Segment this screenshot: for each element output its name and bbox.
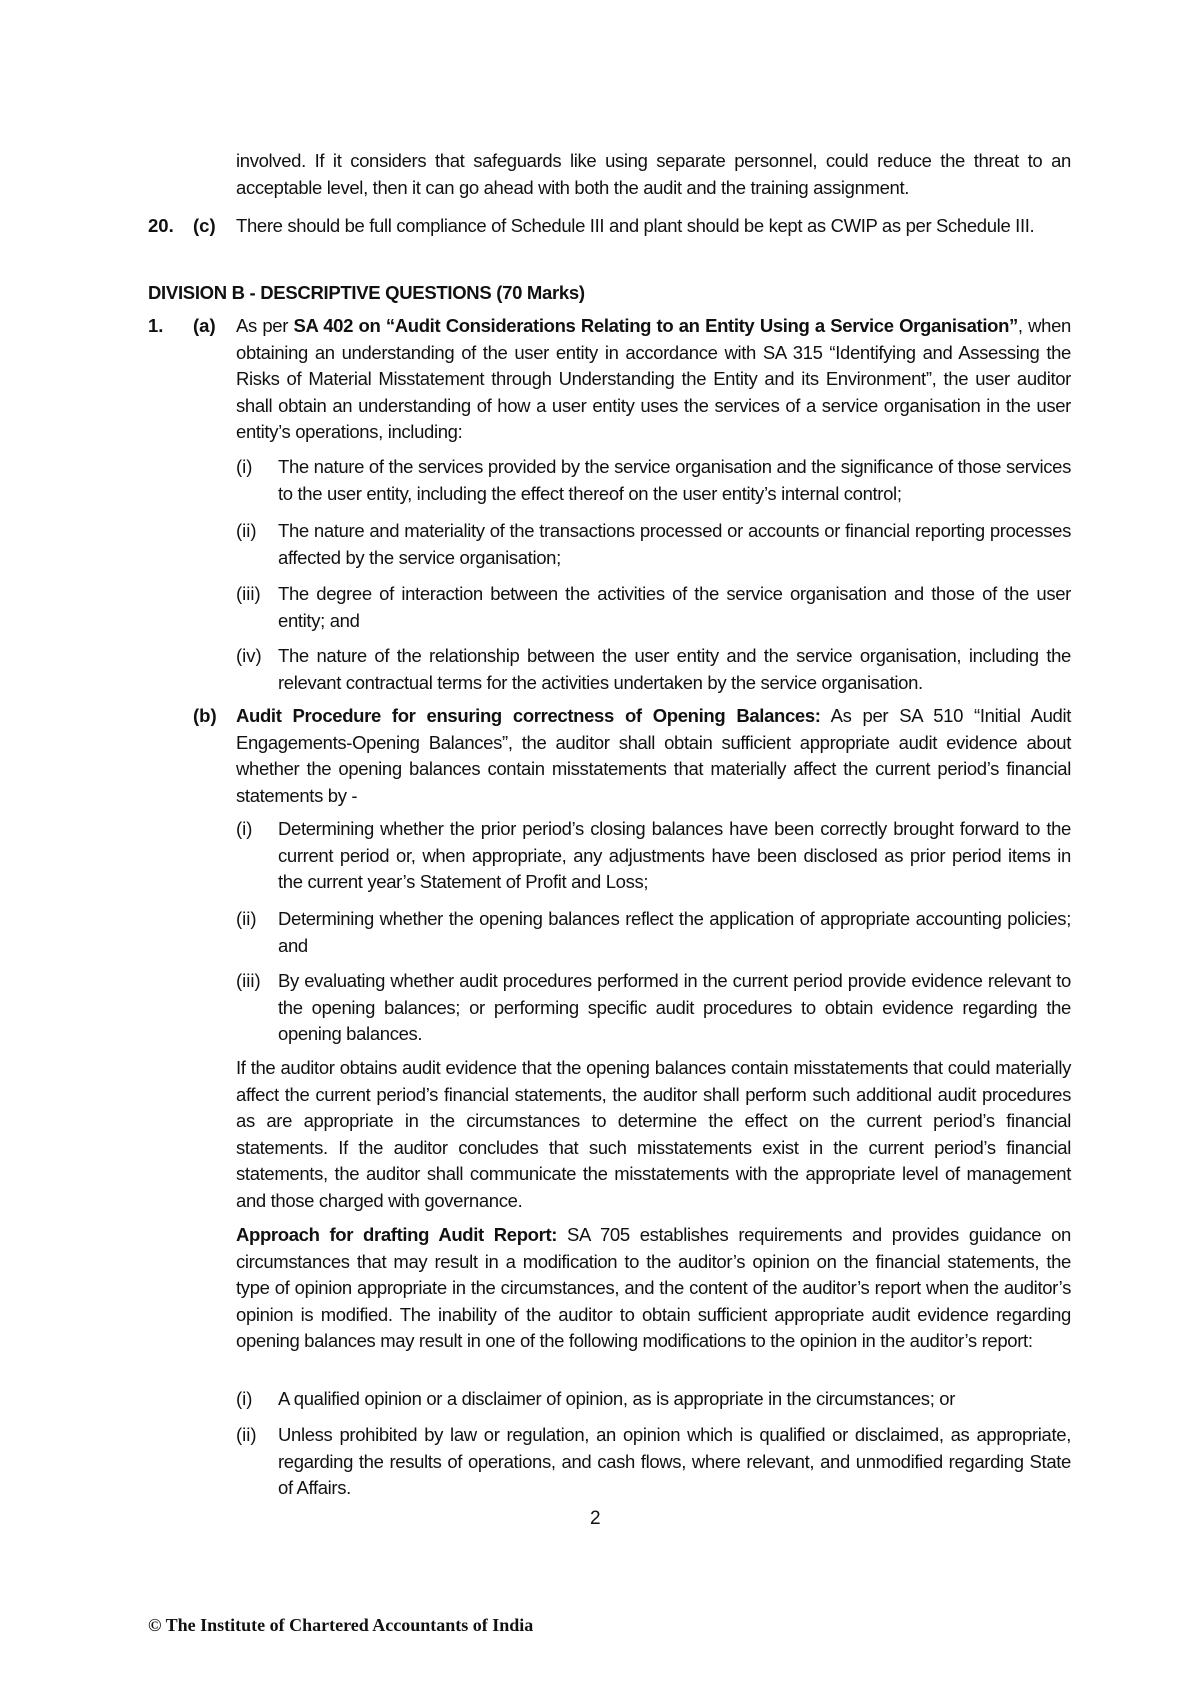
q1a-item-text: The nature of the relationship between the user entity and the service organisation, including the relevant contractual terms for the activities undertaken by the service organisation. bbox=[278, 645, 1071, 693]
q1b-item-label: (iii) bbox=[236, 970, 261, 991]
q1a-rest: , when obtaining an understanding of the user entity in accordance with SA 315 “Identifying and Assessing the Risks of Material Misstatement through Understanding the Entity and its Environment”, the user auditor shall obtain an understanding of how a user entity uses the services of a service organisation in the user entity’s operations, including: bbox=[236, 315, 1071, 442]
q1a-sa402-reference: SA 402 on “Audit Considerations Relating to an Entity Using a Service Organisation” bbox=[293, 315, 1018, 336]
q20-answer: There should be full compliance of Schedule III and plant should be kept as CWIP as per Schedule III. bbox=[236, 215, 1035, 236]
q1-number: 1. bbox=[148, 315, 164, 336]
q1a-item-text: The nature and materiality of the transactions processed or accounts or financial reporting processes affected by the service organisation; bbox=[278, 520, 1071, 568]
report-item-label: (i) bbox=[236, 1388, 253, 1409]
q1b-rest: As per SA 510 “Initial Audit Engagements-Opening Balances”, the auditor shall obtain sufficient appropriate audit evidence about whether the opening balances contain misstatements that materially affect the current period’s financial statements by - bbox=[236, 705, 1072, 806]
footer-copyright: © The Institute of Chartered Accountants of India bbox=[148, 1615, 534, 1635]
misstatement-paragraph: If the auditor obtains audit evidence that the opening balances contain misstatements that could materially affect the current period’s financial statements, the auditor shall perform such additional audit procedures as are appropriate in the circumstances to determine the effect on the current period’s financial statements. If the auditor concludes that such misstatements exist in the current period’s financial statements, the auditor shall communicate the misstatements with the appropriate level of management and those charged with governance. bbox=[236, 1057, 1071, 1211]
approach-text: SA 705 establishes requirements and provides guidance on circumstances that may result in a modification to the auditor’s opinion on the financial statements, the type of opinion appropriate in the circumstances, and the content of the auditor’s report when the auditor’s opinion is modified. The inability of the auditor to obtain sufficient appropriate audit evidence regarding opening balances may result in one of the following modifications to the opinion in the auditor’s report: bbox=[236, 1224, 1071, 1351]
q1a-item-text: The degree of interaction between the activities of the service organisation and those of the user entity; and bbox=[278, 583, 1071, 631]
report-item-text: Unless prohibited by law or regulation, an opinion which is qualified or disclaimed, as appropriate, regarding the results of operations, and cash flows, where relevant, and unmodified regarding State of Affairs. bbox=[278, 1424, 1071, 1498]
q1a-lead: As per bbox=[236, 315, 294, 336]
q1b-intro bbox=[236, 703, 1071, 809]
q1b-heading: Audit Procedure for ensuring correctness of Opening Balances: bbox=[236, 705, 821, 726]
q1a-item-label: (ii) bbox=[236, 520, 257, 541]
approach-paragraph bbox=[236, 1222, 1071, 1355]
q1a-intro bbox=[236, 313, 1071, 446]
q1a-item-label: (iii) bbox=[236, 583, 261, 604]
q1a-item-label: (iv) bbox=[236, 645, 262, 666]
q1b-item-label: (ii) bbox=[236, 908, 257, 929]
q1b-item-text: By evaluating whether audit procedures performed in the current period provide evidence relevant to the opening balances; or performing specific audit procedures to obtain evidence regarding the opening balances. bbox=[278, 970, 1071, 1044]
q1b-item-text: Determining whether the opening balances reflect the application of appropriate accounting policies; and bbox=[278, 908, 1071, 956]
approach-heading: Approach for drafting Audit Report: bbox=[236, 1224, 558, 1245]
q1a-label: (a) bbox=[193, 315, 216, 336]
q1b-label: (b) bbox=[193, 705, 217, 726]
report-item-text: A qualified opinion or a disclaimer of opinion, as is appropriate in the circumstances; or bbox=[278, 1388, 956, 1409]
q20-number: 20. bbox=[148, 215, 174, 236]
q1a-item-text: The nature of the services provided by the service organisation and the significance of those services to the user entity, including the effect thereof on the user entity’s internal control; bbox=[278, 456, 1071, 504]
q1b-item-text: Determining whether the prior period’s closing balances have been correctly brought forward to the current period or, when appropriate, any adjustments have been disclosed as prior period items in the current year’s Statement of Profit and Loss; bbox=[278, 818, 1071, 892]
q1a-item-label: (i) bbox=[236, 456, 253, 477]
q1b-item-label: (i) bbox=[236, 818, 253, 839]
page-number: 2 bbox=[590, 1508, 601, 1529]
division-heading: DIVISION B - DESCRIPTIVE QUESTIONS (70 Marks) bbox=[148, 282, 585, 303]
q20-option: (c) bbox=[193, 215, 216, 236]
report-item-label: (ii) bbox=[236, 1424, 257, 1445]
intro-continuation: involved. If it considers that safeguards like using separate personnel, could reduce the threat to an acceptable level, then it can go ahead with both the audit and the training assignment. bbox=[236, 150, 1071, 198]
